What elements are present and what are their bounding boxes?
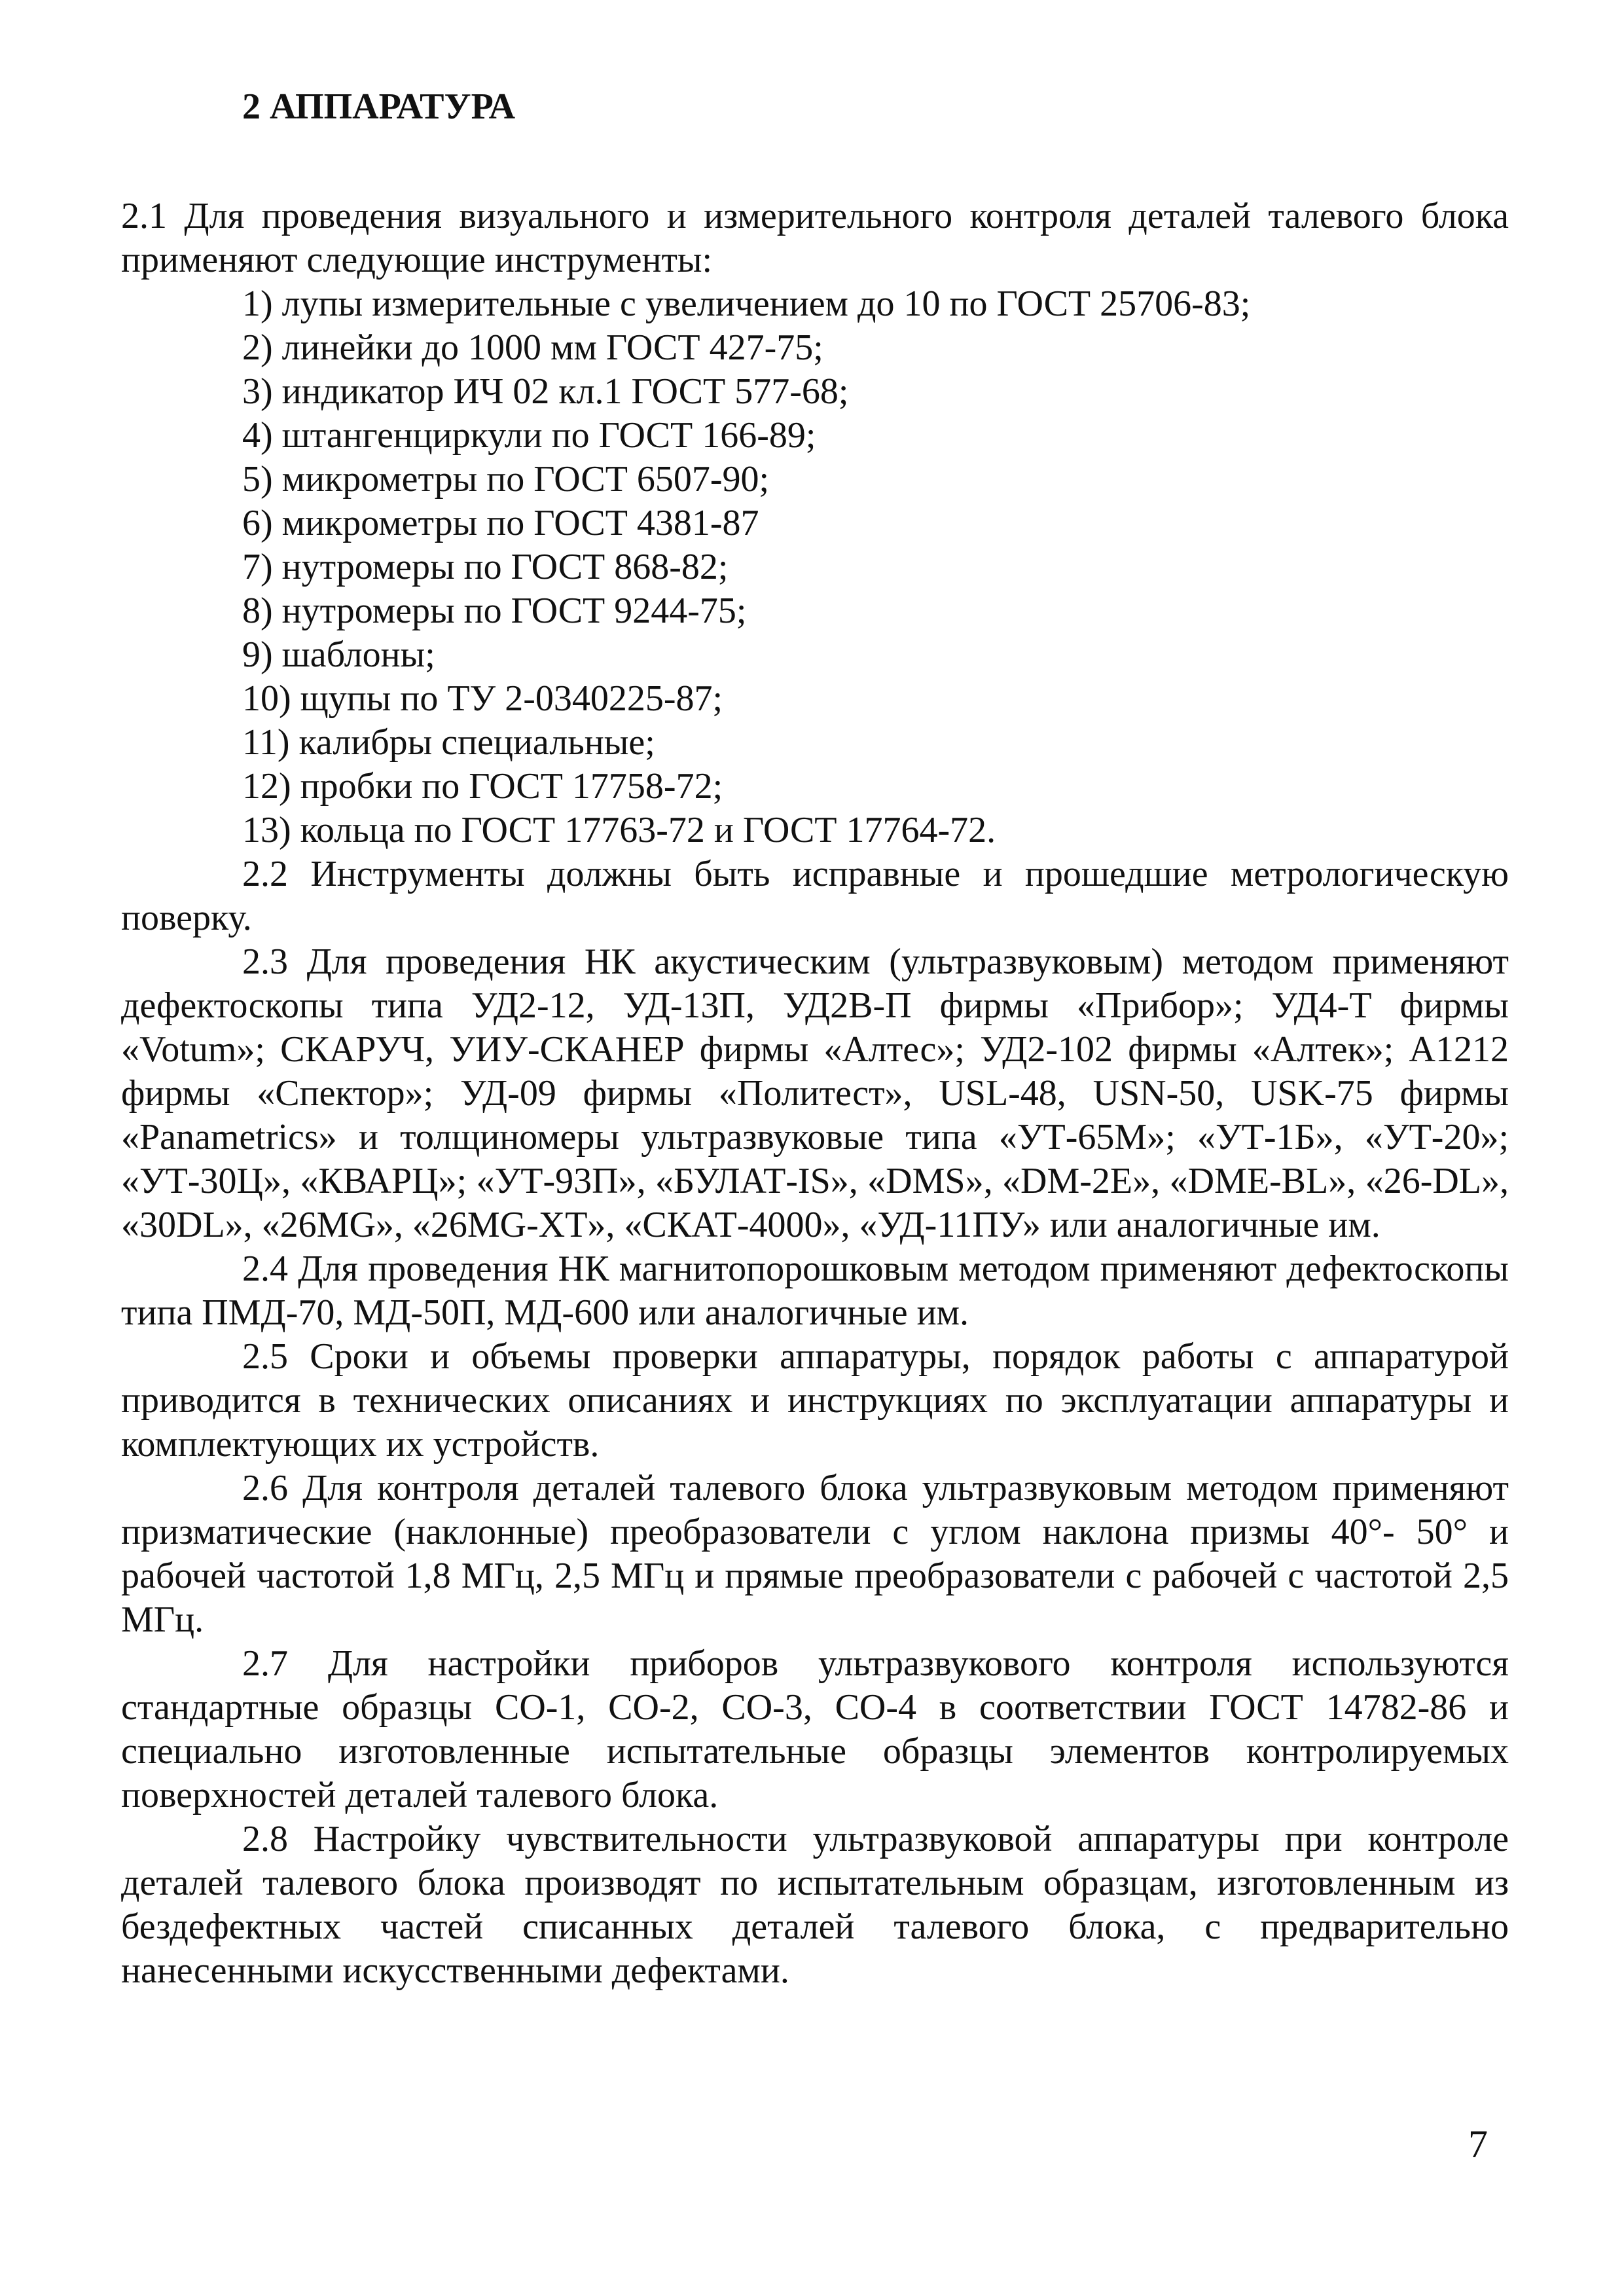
instrument-list (121, 282, 1509, 852)
instrument-item: 10) щупы по ТУ 2-0340225-87; (242, 678, 723, 719)
paragraph-2-7: 2.7 Для настройки приборов ультразвукового контроля используются стандартные образцы СО-1, СО-2, СО-3, СО-4 в соответствии ГОСТ 14782-86 и специально изготовленные испытательные образцы элементов контролируемых поверхностей деталей талевого блока. (121, 1643, 1509, 1815)
instrument-item: 11) калибры специальные; (242, 722, 655, 763)
instrument-item: 7) нутромеры по ГОСТ 868-82; (242, 547, 729, 587)
page-number: 7 (1468, 2123, 1488, 2166)
instrument-item: 13) кольца по ГОСТ 17763-72 и ГОСТ 17764-72. (242, 810, 996, 850)
paragraph-2-5: 2.5 Сроки и объемы проверки аппаратуры, порядок работы с аппаратурой приводится в технических описаниях и инструкциях по эксплуатации аппаратуры и комплектующих их устройств. (121, 1336, 1509, 1465)
paragraph-2-3: 2.3 Для проведения НК акустическим (ультразвуковым) методом применяют дефектоскопы типа УД2-12, УД-13П, УД2В-П фирмы «Прибор»; УД4-Т фирмы «Votum»; СКАРУЧ, УИУ-СКАНЕР фирмы «Алтес»; УД2-102 фирмы «Алтек»; А1212 фирмы «Спектор»; УД-09 фирмы «Политест», USL-48, USN-50, USK-75 фирмы «Panametrics» и толщиномеры ультразвуковые типа «УТ-65М»; «УТ-1Б», «УТ-20»; «УТ-30Ц», «КВАРЦ»; «УТ-93П», «БУЛАТ-IS», «DMS», «DM-2E», «DME-BL», «26-DL», «30DL», «26MG», «26MG-XT», «СКАТ-4000», «УД-11ПУ» или аналогичные им. (121, 941, 1509, 1245)
instrument-item: 1) лупы измерительные с увеличением до 10 по ГОСТ 25706-83; (242, 283, 1251, 324)
instrument-item: 12) пробки по ГОСТ 17758-72; (242, 766, 723, 807)
paragraph-2-1: 2.1 Для проведения визуального и измерительного контроля деталей талевого блока применяют следующие инструменты: (121, 196, 1509, 280)
instrument-item: 2) линейки до 1000 мм ГОСТ 427-75; (242, 327, 823, 368)
instrument-item: 8) нутромеры по ГОСТ 9244-75; (242, 591, 747, 631)
paragraph-2-8: 2.8 Настройку чувствительности ультразвуковой аппаратуры при контроле деталей талевого блока производят по испытательным образцам, изготовленным из бездефектных частей списанных деталей талевого блока, с предварительно нанесенными искусственными дефектами. (121, 1819, 1509, 1991)
instrument-item: 6) микрометры по ГОСТ 4381-87 (242, 503, 759, 543)
instrument-item: 4) штангенциркули по ГОСТ 166-89; (242, 415, 816, 456)
document-page (121, 85, 1509, 1993)
paragraph-2-6: 2.6 Для контроля деталей талевого блока ультразвуковым методом применяют призматические (наклонные) преобразователи с углом наклона призмы 40°- 50° и рабочей частотой 1,8 МГц, 2,5 МГц и прямые преобразователи с рабочей с частотой 2,5 МГц. (121, 1468, 1509, 1640)
section-heading: 2 АППАРАТУРА (242, 86, 516, 127)
instrument-item: 3) индикатор ИЧ 02 кл.1 ГОСТ 577-68; (242, 371, 849, 412)
paragraph-2-4: 2.4 Для проведения НК магнитопорошковым методом применяют дефектоскопы типа ПМД-70, МД-50П, МД-600 или аналогичные им. (121, 1248, 1509, 1333)
instrument-item: 5) микрометры по ГОСТ 6507-90; (242, 459, 770, 500)
instrument-item: 9) шаблоны; (242, 634, 435, 675)
paragraph-2-2: 2.2 Инструменты должны быть исправные и прошедшие метрологическую поверку. (121, 854, 1509, 938)
